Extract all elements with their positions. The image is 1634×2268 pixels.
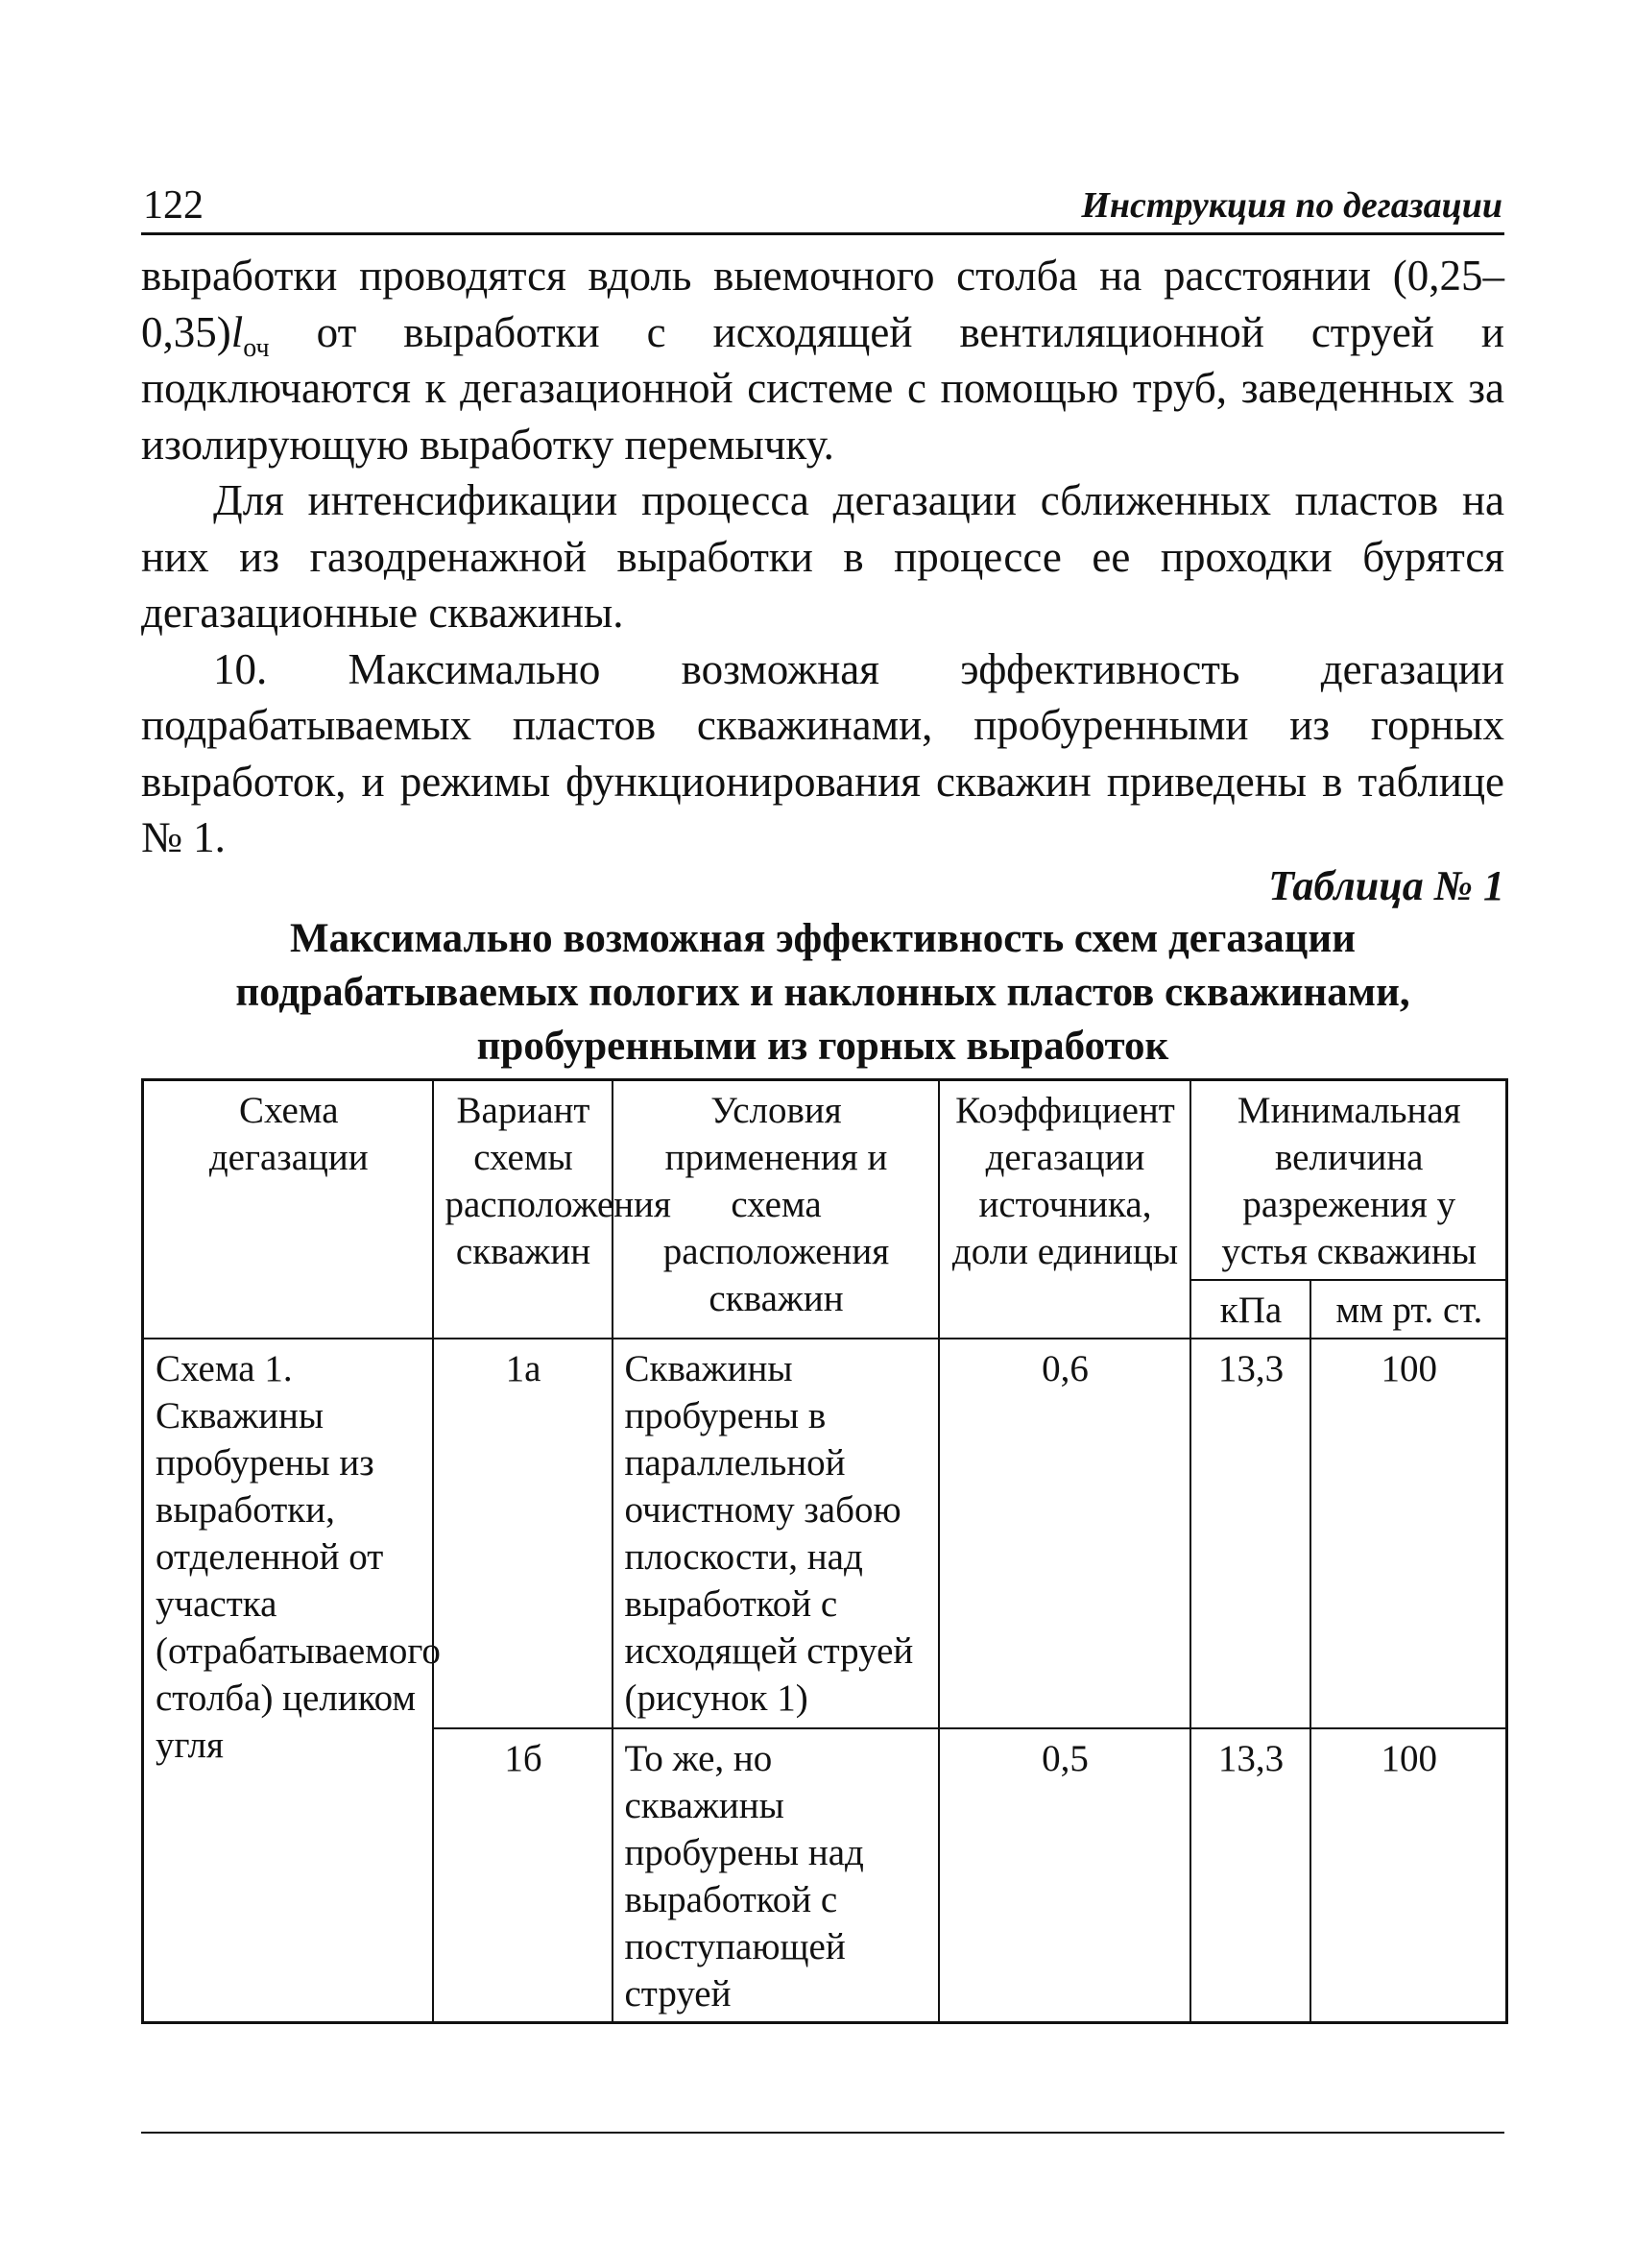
mmhg-cell: 100 [1310, 1728, 1507, 2023]
header-scheme: Схема дегазации [143, 1080, 433, 1339]
paragraph-1 [141, 248, 1504, 472]
header-conditions: Условия применения и схема расположения скважин [613, 1080, 939, 1339]
paragraph-3: 10. Максимально возможная эффективность дегазации подрабатываемых пластов скважинами, пробуренными из горных выработок, и режимы функционирования скважин приведены в таблице № 1. [141, 644, 1504, 861]
data-table [141, 1078, 1508, 2024]
header-row-1 [143, 1080, 1507, 1281]
page-number: 122 [143, 183, 204, 228]
table-label: Таблица № 1 [1268, 862, 1504, 909]
conditions-cell: То же, но скважины пробурены над выработкой с поступающей струей [613, 1728, 939, 2023]
scheme-cell: Схема 1. Скважины пробурены из выработки, отделенной от участка (отрабатываемого столба) целиком угля [143, 1339, 433, 2023]
mmhg-cell: 100 [1310, 1339, 1507, 1728]
running-head: Инструкция по дегазации [1081, 185, 1502, 226]
kpa-cell: 13,3 [1190, 1339, 1310, 1728]
length-subscript: оч [243, 332, 270, 363]
table-title-line-3: пробуренными из горных выработок [476, 1024, 1169, 1069]
conditions-cell: Скважины пробурены в параллельной очистному забою плоскости, над выработкой с исходящей струей (рисунок 1) [613, 1339, 939, 1728]
length-symbol: l [230, 307, 244, 356]
page-header [141, 179, 1504, 235]
paragraph-1-start: выработки проводятся вдоль выемочного столба на расстоянии (0,25–0,35) [141, 252, 1504, 356]
table-row [143, 1339, 1507, 1728]
kpa-cell: 13,3 [1190, 1728, 1310, 2023]
variant-cell: 1б [433, 1728, 613, 2023]
paragraph-2: Для интенсификации процесса дегазации сближенных пластов на них из газодренажной выработки в процессе ее проходки бурятся дегазационные скважины. [141, 476, 1504, 637]
table-title [141, 912, 1504, 1074]
variant-cell: 1а [433, 1339, 613, 1728]
header-unit-mmhg: мм рт. ст. [1310, 1280, 1507, 1339]
header-unit-kpa: кПа [1190, 1280, 1310, 1339]
header-min-vacuum: Минимальная величина разрежения у устья скважины [1190, 1080, 1507, 1281]
footer-rule [141, 2132, 1504, 2134]
coefficient-cell: 0,5 [939, 1728, 1190, 2023]
paragraph-1-end: от выработки с исходящей вентиляционной струей и подключаются к дегазационной системе с помощью труб, заведенных за изолирующую выработку перемычку. [141, 307, 1504, 469]
table-title-line-2: подрабатываемых пологих и наклонных пластов скважинами, [235, 970, 1410, 1015]
table-title-line-1: Максимально возможная эффективность схем дегазации [290, 916, 1356, 961]
body-text [141, 248, 1504, 866]
header-variant: Вариант схемы расположения скважин [433, 1080, 613, 1339]
coefficient-cell: 0,6 [939, 1339, 1190, 1728]
header-coefficient: Коэффициент дегазации источника, доли единицы [939, 1080, 1190, 1339]
